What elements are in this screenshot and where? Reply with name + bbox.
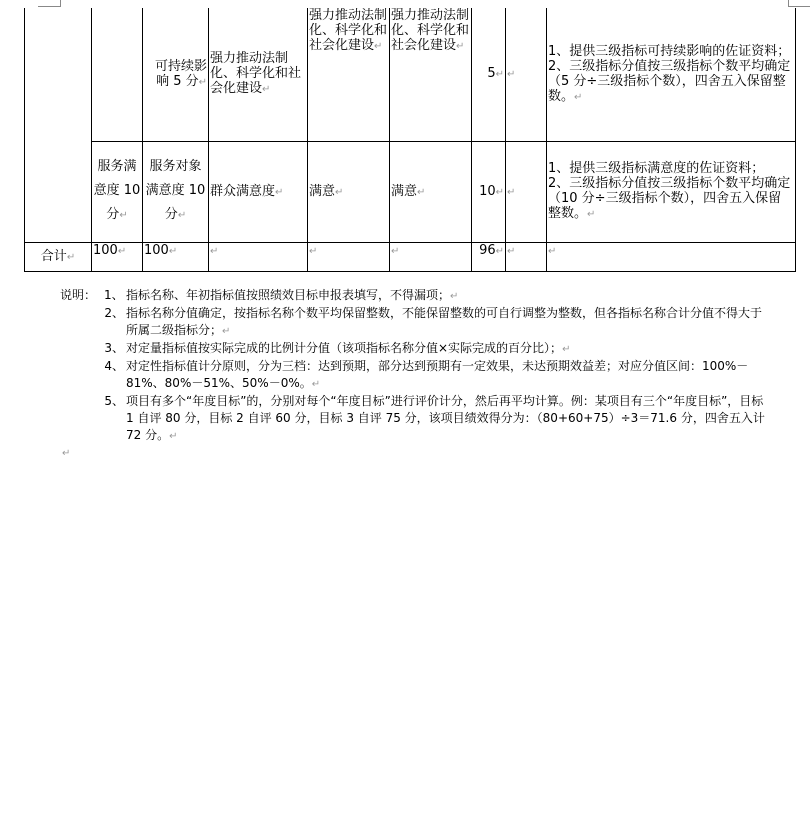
- total-col3-cell: 100↵: [143, 242, 209, 271]
- page-corner-mark-left: [38, 0, 61, 7]
- performance-table: [24, 8, 796, 272]
- note-number: 4、: [104, 359, 124, 373]
- total-empty-cell: ↵: [390, 242, 472, 271]
- note-item: 说明： 1、 指标名称、年初指标值按照绩效目标申报表填写，不得漏项；↵: [60, 287, 766, 305]
- note-number: 3、: [104, 341, 124, 355]
- note-text: 对定量指标值按实际完成的比例计分值（该项指标名称分值×实际完成的百分比）；: [126, 341, 563, 355]
- target-cell: 强力推动法制化、科学化和社会化建设↵: [209, 8, 308, 141]
- note-item: 5、 项目有多个“年度目标”的，分别对每个“年度目标”进行评价计分，然后再平均计算。例：某项目有三个“年度目标”，目标 1 自评 80 分，目标 2 自评 60 分，目标 3 自评 75 分，该项目绩效得分为：（80+60+75）÷3＝71.6 分，四舍五入计 72 分。↵: [104, 393, 766, 445]
- level2-cell-empty: [92, 8, 143, 141]
- indicator-cell: 可持续影响 5 分↵: [143, 8, 209, 141]
- notes-label: 说明：: [60, 288, 97, 302]
- note-text: 指标名称分值确定，按指标名称个数平均保留整数，不能保留整数的可自行调整为整数，但各指标名称合计分值不得大于所属二级指标分；: [126, 306, 763, 337]
- page-corner-mark-right: [788, 0, 810, 7]
- total-empty-cell: ↵: [506, 242, 547, 271]
- completion-cell: 强力推动法制化、科学化和社会化建设↵: [308, 8, 390, 141]
- actual-cell: 强力推动法制化、科学化和社会化建设↵: [390, 8, 472, 141]
- indicator-cell: 群众满意度↵: [209, 141, 308, 242]
- deduction-cell: ↵: [506, 8, 547, 141]
- note-item: 3、 对定量指标值按实际完成的比例计分值（该项指标名称分值×实际完成的百分比）；↵: [104, 340, 766, 358]
- note-cell: 1、提供三级指标满意度的佐证资料； 2、三级指标分值按三级指标个数平均确定（10 分÷三级指标个数），四舍五入保留整数。↵: [547, 141, 796, 242]
- note-number: 2、: [104, 306, 124, 320]
- level2-cell: 服务满意度 10 分↵: [92, 141, 143, 242]
- level1-cell: [25, 8, 92, 242]
- total-empty-cell: ↵: [547, 242, 796, 271]
- note-cell: 1、提供三级指标可持续影响的佐证资料； 2、三级指标分值按三级指标个数平均确定（5 分÷三级指标个数），四舍五入保留整数。↵: [547, 8, 796, 141]
- paragraph-mark: ↵: [62, 448, 71, 459]
- total-col2-cell: 100↵: [92, 242, 143, 271]
- note-text: 指标名称、年初指标值按照绩效目标申报表填写，不得漏项；: [126, 288, 451, 302]
- total-empty-cell: ↵: [209, 242, 308, 271]
- deduction-cell: ↵: [506, 141, 547, 242]
- table-row-sustainability: [25, 8, 796, 141]
- completion-cell: 满意↵: [390, 141, 472, 242]
- note-number: 5、: [104, 394, 124, 408]
- note-item: 2、 指标名称分值确定，按指标名称个数平均保留整数，不能保留整数的可自行调整为整数，但各指标名称合计分值不得大于所属二级指标分；↵: [104, 305, 766, 340]
- level3-cell: 服务对象满意度 10 分↵: [143, 141, 209, 242]
- note-item: 4、 对定性指标值计分原则，分为三档：达到预期，部分达到预期有一定效果，未达预期效益差；对应分值区间：100%－81%、80%－51%、50%－0%。↵: [104, 358, 766, 393]
- table-row-total: [25, 242, 796, 271]
- table-row-satisfaction: [25, 141, 796, 242]
- total-empty-cell: ↵: [308, 242, 390, 271]
- notes-section: [60, 287, 766, 445]
- total-score-cell: 96↵: [472, 242, 506, 271]
- total-label-cell: 合计↵: [25, 242, 92, 271]
- target-cell: 满意↵: [308, 141, 390, 242]
- score-cell: 10↵: [472, 141, 506, 242]
- note-number: 1、: [104, 288, 124, 302]
- note-text: 项目有多个“年度目标”的，分别对每个“年度目标”进行评价计分，然后再平均计算。例：某项目有三个“年度目标”，目标 1 自评 80 分，目标 2 自评 60 分，目标 3 自评 75 分，该项目绩效得分为：（80+60+75）÷3＝71.6 分，四舍五入计 72 分。: [126, 394, 765, 442]
- score-cell: 5↵: [472, 8, 506, 141]
- note-text: 对定性指标值计分原则，分为三档：达到预期，部分达到预期有一定效果，未达预期效益差；对应分值区间：100%－81%、80%－51%、50%－0%。: [126, 359, 749, 390]
